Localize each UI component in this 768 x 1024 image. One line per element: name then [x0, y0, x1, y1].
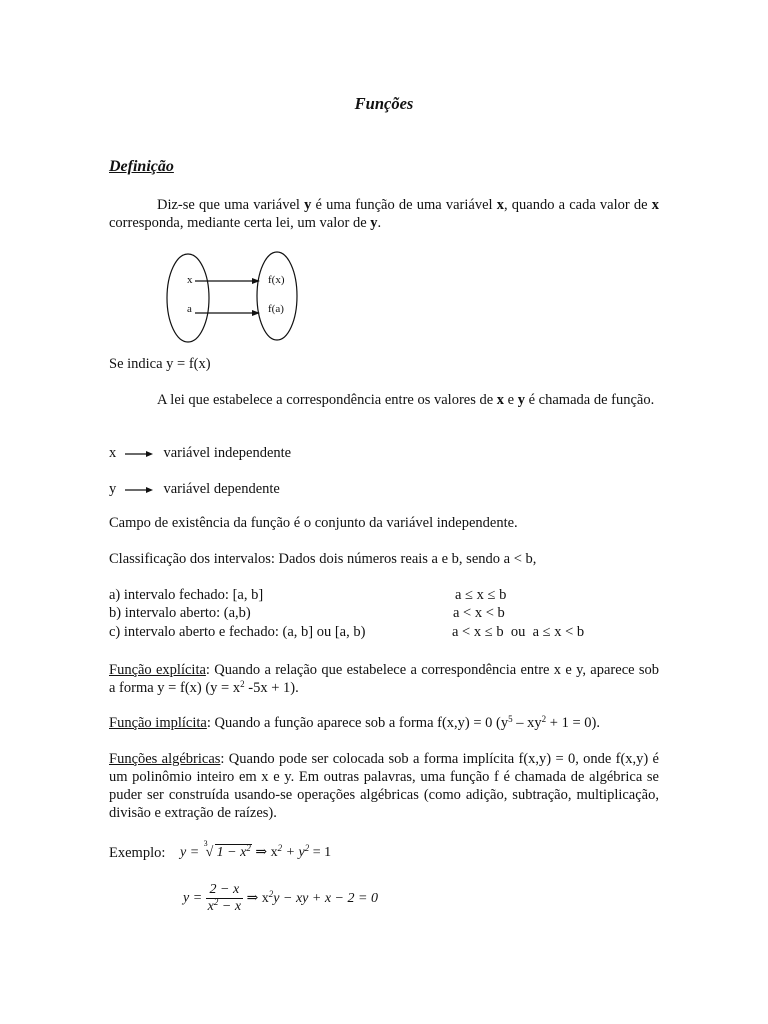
- mapping-diagram-svg: [150, 250, 310, 350]
- cube-root: 3 √ $1 - x^2$: [203, 839, 251, 860]
- exemplo-label: Exemplo:: [109, 845, 166, 861]
- implicita-term: Função implícita: [109, 715, 207, 731]
- algebricas-paragraph: Funções algébricas: Quando pode ser colocada sob a forma implícita f(x,y) = 0, onde f(x,y) é um polinômio inteiro em x e y. Em outras palavras, uma função f é chamada de algébrica se puder ser construída usando-se operações algébricas (como adição, subtração, multiplicação, divisão e extração de raízes).: [109, 751, 659, 821]
- interval-a-label: a) intervalo fechado: [a, b]: [109, 587, 264, 603]
- example-equation-2: y = $\frac{2 - x}{x^2 - x}$ ⇒ $x^2y$ − xy + x − 2 = 0: [183, 882, 378, 914]
- radical-icon: √: [205, 845, 214, 860]
- lei-paragraph: A lei que estabelece a correspondência entre os valores de x e y é chamada de função.: [157, 392, 655, 408]
- page-title: Funções: [354, 94, 414, 113]
- diagram-label-a: a: [187, 303, 192, 315]
- campo-text: Campo de existência da função é o conjunto da variável independente.: [109, 515, 518, 531]
- var-indep-label: variável independente: [163, 445, 292, 461]
- var-indep-row: [109, 445, 291, 462]
- implicita-paragraph: Função implícita: Quando a função aparece sob a forma f(x,y) = 0 $(y^5 - xy^2 + 1 = 0)$.: [109, 714, 600, 731]
- explicita-term: Função explícita: [109, 662, 206, 678]
- diagram-label-fa: f(a): [268, 303, 284, 315]
- definition-paragraph: Diz-se que uma variável y é uma função de uma variável x, quando a cada valor de x corresponda, mediante certa lei, um valor de y.: [109, 197, 659, 231]
- diagram-label-fx: f(x): [268, 274, 285, 286]
- interval-b-label: b) intervalo aberto: (a,b): [109, 605, 251, 621]
- example-equation-1: y = 3 √ $1 - x^2$ ⇒ $x^2 + y^2 = 1$: [180, 839, 332, 860]
- interval-b-cond: a < x < b: [453, 605, 505, 621]
- interval-c-cond: a < x ≤ b ou a ≤ x < b: [452, 624, 585, 640]
- mapping-diagram: [150, 250, 310, 350]
- range-ellipse: [257, 252, 297, 340]
- classificacao-text: Classificação dos intervalos: Dados dois números reais a e b, sendo a < b,: [109, 551, 537, 567]
- var-indep-symbol: x: [109, 445, 117, 461]
- var-dep-label: variável dependente: [163, 481, 280, 497]
- diagram-label-x: x: [187, 274, 193, 286]
- var-dep-symbol: y: [109, 481, 117, 497]
- arrow-right-icon: [124, 446, 154, 458]
- definition-heading: Definição: [109, 158, 174, 175]
- arrow-right-icon: [124, 482, 154, 494]
- var-dep-row: [109, 481, 280, 498]
- se-indica-text: Se indica y = f(x): [109, 356, 211, 372]
- fraction: $\frac{2 - x}{x^2 - x}$: [207, 882, 242, 914]
- explicita-paragraph: Função explícita: Quando a relação que estabelece a correspondência entre x e y, aparece sob a forma y = f(x) ($y = x^2$ -5x + 1).: [109, 662, 660, 696]
- interval-a-cond: a ≤ x ≤ b: [455, 587, 507, 603]
- algebricas-term: Funções algébricas: [109, 751, 221, 767]
- domain-ellipse: [167, 254, 209, 342]
- interval-c-label: c) intervalo aberto e fechado: (a, b] ou [a, b): [109, 624, 366, 640]
